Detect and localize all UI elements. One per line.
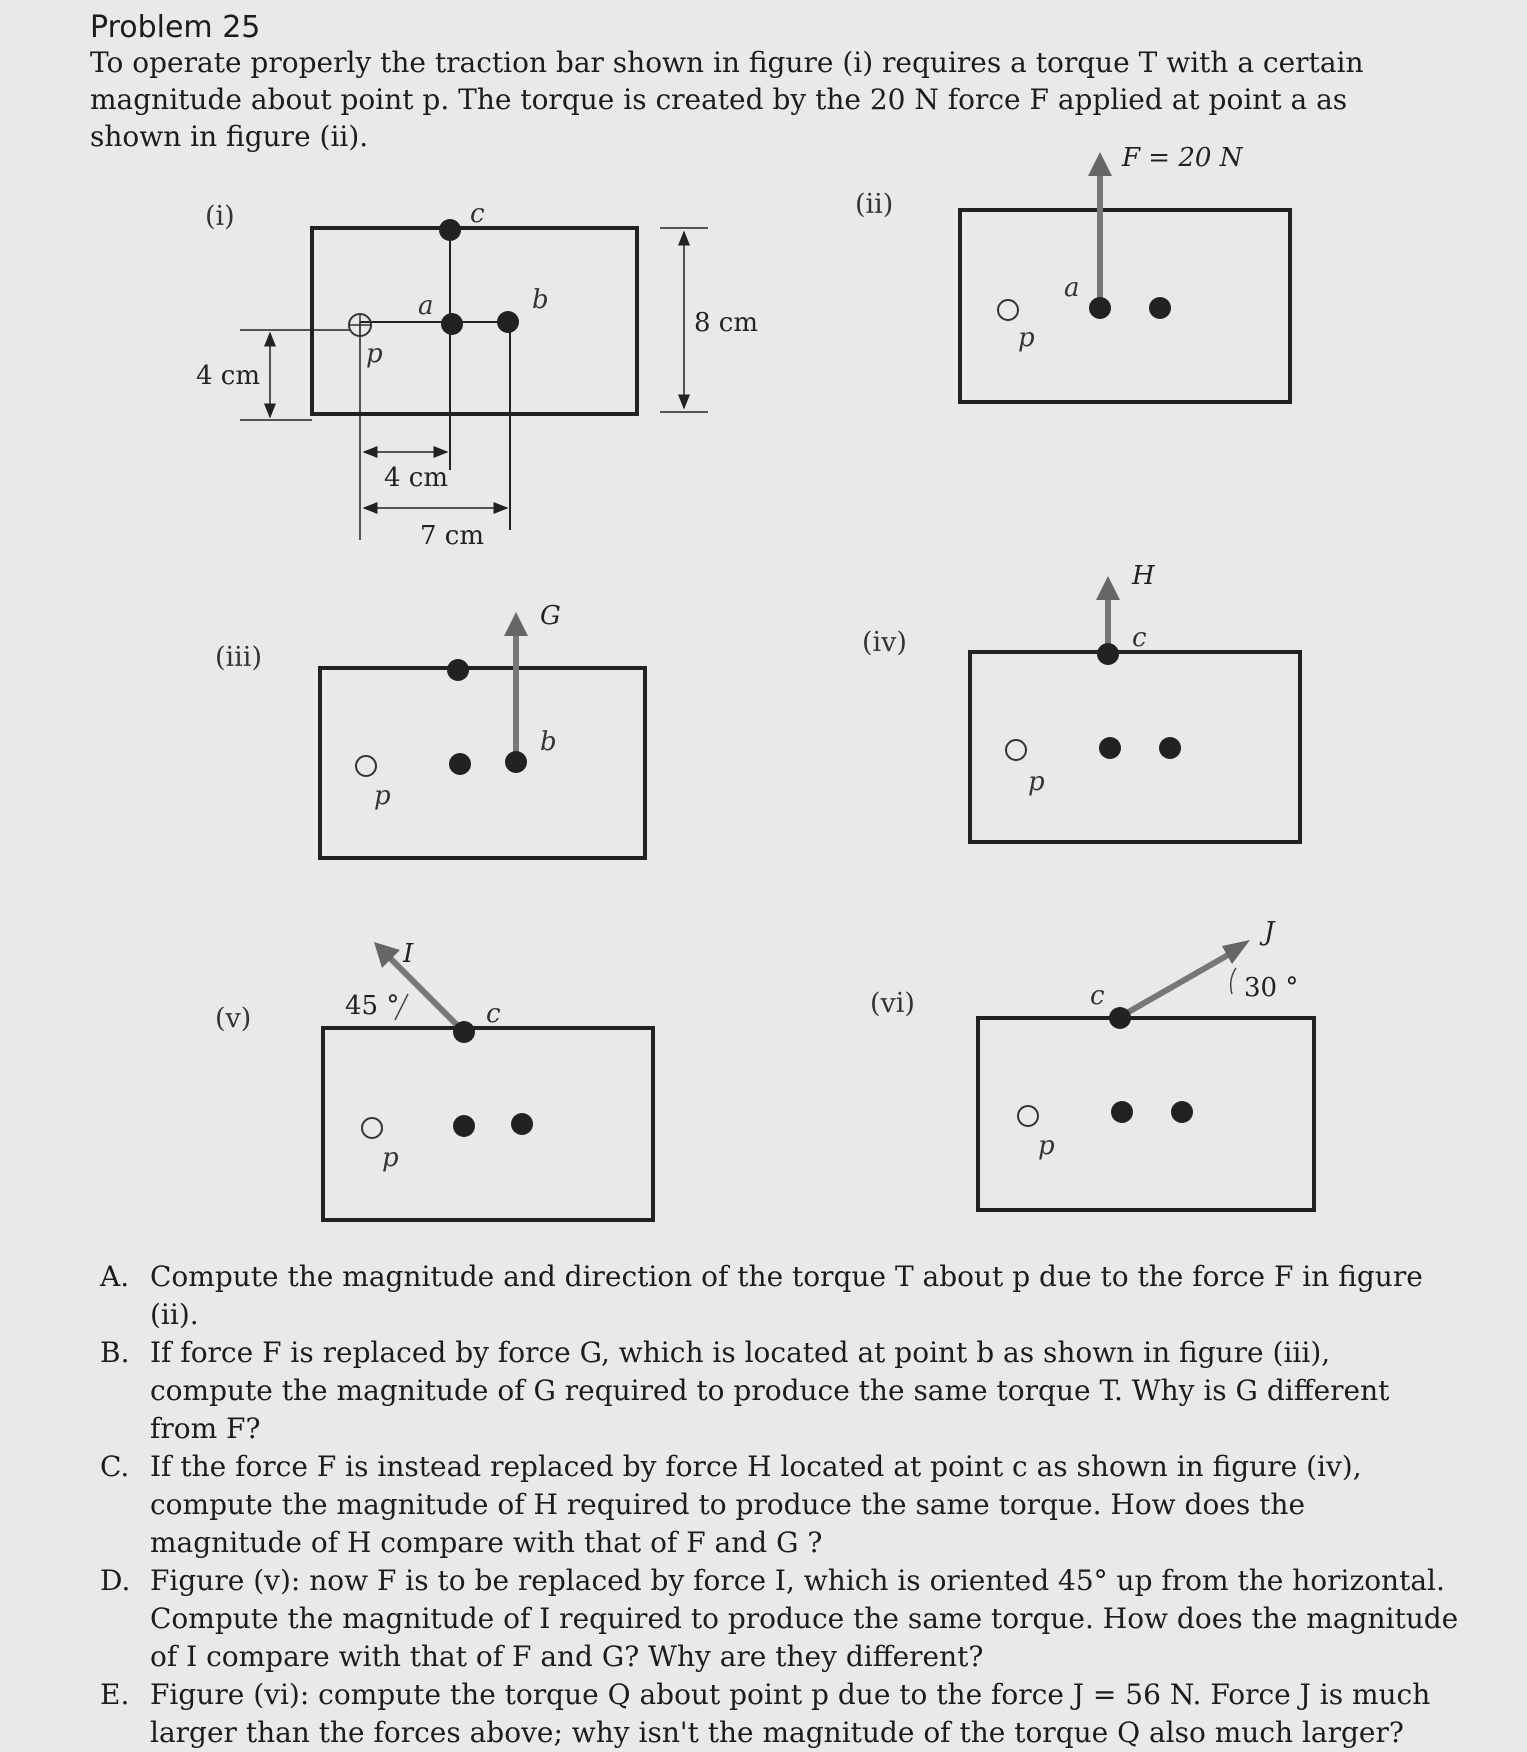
dim-width-label: 8 cm — [694, 308, 759, 338]
traction-bar — [960, 210, 1290, 402]
point-c-label: c — [1132, 623, 1147, 653]
problem-title: Problem 25 — [90, 10, 261, 45]
point-c-dot — [453, 1021, 475, 1043]
force-g-label: G — [540, 601, 561, 631]
point-p-label: p — [366, 339, 383, 369]
force-j-label: J — [1264, 917, 1275, 947]
dim-pb-label: 7 cm — [420, 521, 485, 551]
question-letter: E. — [100, 1678, 130, 1711]
point-b-dot — [1149, 297, 1171, 319]
figure-iv-label: (iv) — [862, 627, 907, 658]
question-text: If the force F is instead replaced by force H located at point c as shown in figure (iv), compute the magnitude of H required to produce the same torque. How does the magnitude of H compare with that of F and G ? — [150, 1450, 1362, 1559]
question-text: Compute the magnitude and direction of the torque T about p due to the force F in figure (ii). — [150, 1260, 1423, 1331]
figure-vi — [870, 917, 1314, 1210]
angle-30-label: 30 ° — [1244, 973, 1299, 1003]
point-b-dot — [511, 1113, 533, 1135]
angle-45-label: 45 ° — [345, 991, 400, 1021]
point-c-dot — [1109, 1007, 1131, 1029]
question-letter: A. — [100, 1260, 130, 1293]
point-b-dot — [505, 751, 527, 773]
force-h-label: H — [1132, 561, 1155, 591]
angle-30-mark — [1231, 968, 1236, 994]
figure-i — [196, 199, 758, 551]
figure-v — [215, 939, 653, 1220]
figure-iii-label: (iii) — [215, 642, 262, 673]
force-i-label: I — [403, 939, 414, 969]
traction-bar — [978, 1018, 1314, 1210]
force-f-arrowhead — [1088, 152, 1112, 176]
point-p-label: p — [1038, 1131, 1055, 1161]
force-j-arrowhead — [1222, 940, 1250, 964]
point-a-dot — [449, 753, 471, 775]
point-b-dot — [1171, 1101, 1193, 1123]
figure-ii — [855, 143, 1290, 402]
point-a-dot — [1111, 1101, 1133, 1123]
pivot-p-marker — [1018, 1106, 1038, 1126]
point-p-label: p — [1028, 767, 1045, 797]
dim-pa-label: 4 cm — [384, 463, 449, 493]
point-a-dot — [1089, 297, 1111, 319]
force-g-arrowhead — [504, 612, 528, 636]
traction-bar — [970, 652, 1300, 842]
point-a-label: a — [418, 291, 434, 321]
question-text: Figure (vi): compute the torque Q about point p due to the force J = 56 N. Force J is much larger than the forces above; why isn't the magnitude of the torque Q also much larger? — [150, 1678, 1431, 1749]
point-p-label: p — [374, 781, 391, 811]
pivot-p-marker — [356, 756, 376, 776]
point-c-dot — [1097, 643, 1119, 665]
figure-vi-label: (vi) — [870, 988, 915, 1019]
point-c-label: c — [486, 999, 501, 1029]
point-c-dot — [439, 219, 461, 241]
point-b-label: b — [532, 285, 549, 315]
question-c — [100, 1448, 1460, 1562]
question-b — [100, 1334, 1460, 1448]
force-h-arrowhead — [1096, 576, 1120, 600]
pivot-p-marker — [362, 1118, 382, 1138]
questions-list — [100, 1258, 1460, 1752]
figure-i-label: (i) — [205, 201, 235, 232]
dim-height-label: 4 cm — [196, 361, 261, 391]
point-b-label: b — [540, 727, 557, 757]
figure-iv — [862, 561, 1300, 842]
traction-bar — [323, 1028, 653, 1220]
point-b-dot — [497, 311, 519, 333]
question-text: Figure (v): now F is to be replaced by force I, which is oriented 45° up from the horizontal. Compute the magnitude of I required to produce the same torque. How does the magnitude of I compare with that of F and G? Why are they different? — [150, 1564, 1459, 1673]
question-a — [100, 1258, 1460, 1334]
point-a-dot — [441, 313, 463, 335]
figure-iii — [215, 601, 645, 858]
question-e — [100, 1676, 1460, 1752]
question-text: If force F is replaced by force G, which is located at point b as shown in figure (iii), compute the magnitude of G required to produce the same torque T. Why is G different from F? — [150, 1336, 1390, 1445]
force-j-arrow-shaft — [1118, 955, 1228, 1018]
problem-intro: To operate properly the traction bar shown in figure (i) requires a torque T with a certain magnitude about point p. The torque is created by the 20 N force F applied at point a as shown in figure (ii). — [90, 46, 1364, 153]
question-letter: D. — [100, 1564, 131, 1597]
question-letter: B. — [100, 1336, 130, 1369]
pivot-p-marker — [1006, 740, 1026, 760]
point-p-label: p — [382, 1143, 399, 1173]
pivot-p-marker — [998, 300, 1018, 320]
point-p-label: p — [1018, 323, 1035, 353]
point-a-dot — [1099, 737, 1121, 759]
question-letter: C. — [100, 1450, 130, 1483]
point-c-label: c — [470, 199, 485, 229]
traction-bar — [320, 668, 645, 858]
point-a-dot — [453, 1115, 475, 1137]
figure-v-label: (v) — [215, 1003, 252, 1034]
force-f-label: F = 20 N — [1122, 143, 1243, 173]
point-c-dot — [447, 659, 469, 681]
point-b-dot — [1159, 737, 1181, 759]
point-c-label: c — [1090, 981, 1105, 1011]
figure-ii-label: (ii) — [855, 189, 894, 220]
question-d — [100, 1562, 1460, 1676]
point-a-label: a — [1064, 273, 1080, 303]
